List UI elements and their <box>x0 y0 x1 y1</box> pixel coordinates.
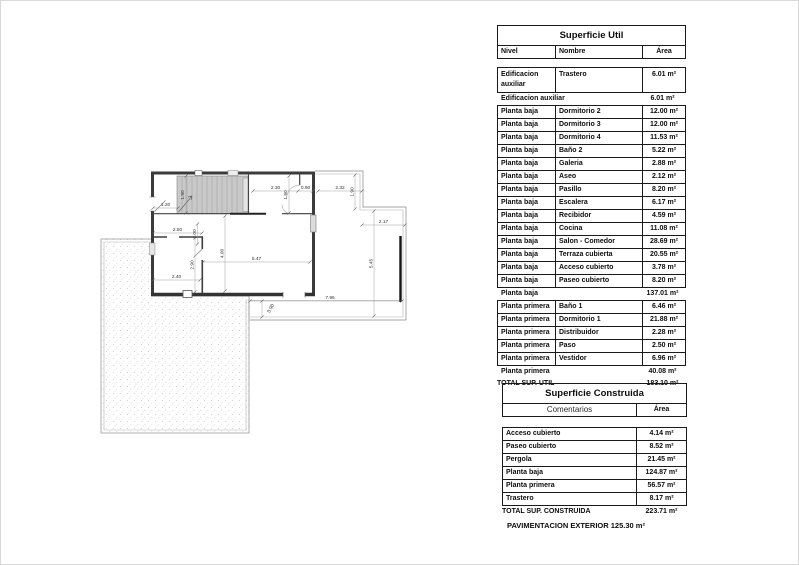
dimension-label: 4.00 <box>220 248 226 259</box>
cell-nivel: Planta baja <box>498 210 556 222</box>
cell-area: 124.87 m² <box>645 469 678 476</box>
dimension-label: 1.00 <box>193 229 198 239</box>
cell-nombre: Acceso cubierto <box>556 262 643 274</box>
cell-nivel: Planta baja <box>498 275 556 287</box>
cell-nivel: Planta baja <box>498 262 556 274</box>
cell-comentario: Planta baja <box>503 467 637 479</box>
table-row <box>498 183 685 196</box>
cell-nivel: Planta baja <box>498 106 556 118</box>
dimension-label: 5.45 <box>369 258 375 269</box>
dimension-label: 0.90 <box>267 303 276 315</box>
cell-comentario: Acceso cubierto <box>503 428 637 440</box>
cell-comentario: Trastero <box>503 493 637 505</box>
table-row <box>498 222 685 235</box>
dimension-label: 1.90 <box>284 190 289 200</box>
cell-nombre: Paso <box>556 340 643 352</box>
table-row <box>498 261 685 274</box>
cell-nombre: Vestidor <box>556 353 643 365</box>
superficie-construida-header-box <box>502 383 687 417</box>
total-value: 223.71 m² <box>645 508 678 515</box>
total-label: TOTAL SUP. CONSTRUIDA <box>502 508 591 515</box>
header-nivel: Nivel <box>498 46 556 58</box>
table-row <box>498 196 685 209</box>
table-row <box>498 274 685 287</box>
cell-area: 4.59 m² <box>651 212 677 219</box>
dimension-label: 2.32 <box>335 186 345 191</box>
planta-primera-section <box>497 300 686 366</box>
cell-nombre: Dormitorio 2 <box>556 106 643 118</box>
cell-area: 8.20 m² <box>651 186 677 193</box>
table-row <box>498 339 685 352</box>
table-row <box>498 209 685 222</box>
aux-section <box>497 67 686 93</box>
superficie-construida-table <box>502 383 687 518</box>
cell-nivel: Planta baja <box>498 119 556 131</box>
table-row <box>498 118 685 131</box>
cell-nivel: Planta baja <box>498 249 556 261</box>
total-label: TOTAL SUP. UTIL <box>497 380 555 387</box>
cell-nombre: Baño 2 <box>556 145 643 157</box>
dimension-label: 1.90 <box>181 190 186 200</box>
cell-nivel: Planta primera <box>498 353 556 365</box>
cell-nombre: Dormitorio 1 <box>556 314 643 326</box>
cell-comentario: Pergola <box>503 454 637 466</box>
construida-section <box>502 427 687 506</box>
subtotal-label: Planta baja <box>501 290 538 297</box>
dimension-label: 1.20 <box>160 203 171 208</box>
cell-area: 2.28 m² <box>651 329 677 336</box>
total-sup-construida-row <box>502 506 687 518</box>
table-row <box>498 352 685 365</box>
table-row <box>498 131 685 144</box>
header-nombre: Nombre <box>556 46 643 58</box>
cell-nivel: Planta primera <box>498 314 556 326</box>
cell-nombre: Distribuidor <box>556 327 643 339</box>
table-row <box>503 428 686 440</box>
subtotal-value: 40.08 m² <box>648 368 677 375</box>
table-row <box>498 170 685 183</box>
cell-nivel: Planta baja <box>498 236 556 248</box>
cell-nivel: Planta baja <box>498 197 556 209</box>
cell-nombre: Aseo <box>556 171 643 183</box>
table-row <box>498 326 685 339</box>
superficie-util-table <box>497 25 686 390</box>
cell-nombre: Cocina <box>556 223 643 235</box>
cell-nivel: Planta baja <box>498 223 556 235</box>
superficie-util-column-headers <box>498 46 685 58</box>
superficie-util-header-box <box>497 25 686 59</box>
cell-nivel: Planta baja <box>498 184 556 196</box>
cell-area: 2.88 m² <box>651 160 677 167</box>
superficie-util-title: Superficie Util <box>498 26 685 46</box>
planta-baja-section <box>497 105 686 288</box>
subtotal-label: Planta primera <box>501 368 550 375</box>
table-row <box>498 106 685 118</box>
cell-nivel: Planta baja <box>498 158 556 170</box>
cell-area: 6.96 m² <box>651 355 677 362</box>
cell-area: 6.01 m² <box>651 71 677 78</box>
dimension-label: 2.90 <box>190 260 196 270</box>
cell-nivel: Planta primera <box>498 340 556 352</box>
header-area: Área <box>656 48 672 55</box>
planta-baja-subtotal-row <box>497 288 686 300</box>
pavimentacion-exterior-note: PAVIMENTACION EXTERIOR 125.30 m² <box>507 521 645 530</box>
cell-area: 20.55 m² <box>649 251 679 258</box>
dimension-label: 2.30 <box>270 186 281 191</box>
subtotal-value: 137.01 m² <box>646 290 679 297</box>
cell-area: 21.88 m² <box>649 316 679 323</box>
cell-nombre: Galeria <box>556 158 643 170</box>
cell-area: 12.00 m² <box>649 108 679 115</box>
aux-subtotal-row <box>497 93 686 105</box>
cell-area: 21.45 m² <box>647 456 676 463</box>
cell-area: 5.22 m² <box>651 147 677 154</box>
column-marker <box>183 291 192 298</box>
cell-area: 4.14 m² <box>649 430 674 437</box>
cell-nivel: Planta baja <box>498 171 556 183</box>
subtotal-label: Edificacion auxiliar <box>501 95 565 102</box>
table-row <box>498 235 685 248</box>
cell-area: 11.53 m² <box>650 134 678 141</box>
table-row <box>498 313 685 326</box>
cell-nivel: Edificacion auxiliar <box>498 68 556 92</box>
cell-nombre: Recibidor <box>556 210 643 222</box>
cell-area: 8.52 m² <box>649 443 674 450</box>
cell-area: 56.57 m² <box>647 482 676 489</box>
paved-terrace <box>101 239 249 433</box>
cell-area: 6.17 m² <box>651 199 677 206</box>
cell-area: 8.20 m² <box>651 277 677 284</box>
table-row <box>498 68 685 92</box>
cell-nivel: Planta baja <box>498 132 556 144</box>
cell-area: 2.12 m² <box>651 173 677 180</box>
cell-area: 8.17 m² <box>649 495 674 502</box>
cell-nombre: Dormitorio 3 <box>556 119 643 131</box>
table-row <box>498 144 685 157</box>
dimension-label: 1.90 <box>350 187 356 197</box>
cell-nombre: Paseo cubierto <box>556 275 643 287</box>
floor-plan <box>95 158 415 450</box>
table-row <box>503 492 686 505</box>
table-row <box>498 157 685 170</box>
cell-nombre: Pasillo <box>556 184 643 196</box>
cell-nombre: Escalera <box>556 197 643 209</box>
cell-area: 28.69 m² <box>649 238 679 245</box>
header-area: Área <box>653 406 670 413</box>
cell-area: 6.46 m² <box>651 303 677 310</box>
subtotal-value: 6.01 m² <box>650 95 675 102</box>
dimension-label: 5.47 <box>251 257 262 262</box>
superficie-construida-column-headers <box>503 404 686 416</box>
cell-area: 2.50 m² <box>651 342 677 349</box>
table-row <box>503 479 686 492</box>
dimension-label: 2.17 <box>378 220 389 225</box>
cell-nivel: Planta baja <box>498 145 556 157</box>
cell-nombre: Trastero <box>556 68 643 92</box>
cell-nombre: Terraza cubierta <box>556 249 643 261</box>
cell-nombre: Salon - Comedor <box>556 236 643 248</box>
dimension-label: 2.50 <box>172 228 183 233</box>
cell-nivel: Planta primera <box>498 301 556 313</box>
cell-nombre: Baño 1 <box>556 301 643 313</box>
cell-comentario: Paseo cubierto <box>503 441 637 453</box>
superficie-construida-title: Superficie Construida <box>503 384 686 404</box>
cell-area: 3.78 m² <box>651 264 677 271</box>
planta-primera-subtotal-row <box>497 366 686 378</box>
dimension-label: 0.90 <box>300 186 311 191</box>
table-row <box>498 301 685 313</box>
cell-nivel: Planta primera <box>498 327 556 339</box>
table-row <box>503 453 686 466</box>
total-value: 183.10 m² <box>646 380 679 387</box>
table-row <box>503 466 686 479</box>
cell-area: 12.00 m² <box>649 121 679 128</box>
dimension-label: 7.96 <box>325 296 335 301</box>
table-row <box>503 440 686 453</box>
cell-comentario: Planta primera <box>503 480 637 492</box>
table-row <box>498 248 685 261</box>
header-comentarios: Comentarios <box>503 404 637 416</box>
cell-nombre: Dormitorio 4 <box>556 132 643 144</box>
cell-area: 11.08 m² <box>650 225 678 232</box>
dimension-label: 2.40 <box>171 275 182 280</box>
